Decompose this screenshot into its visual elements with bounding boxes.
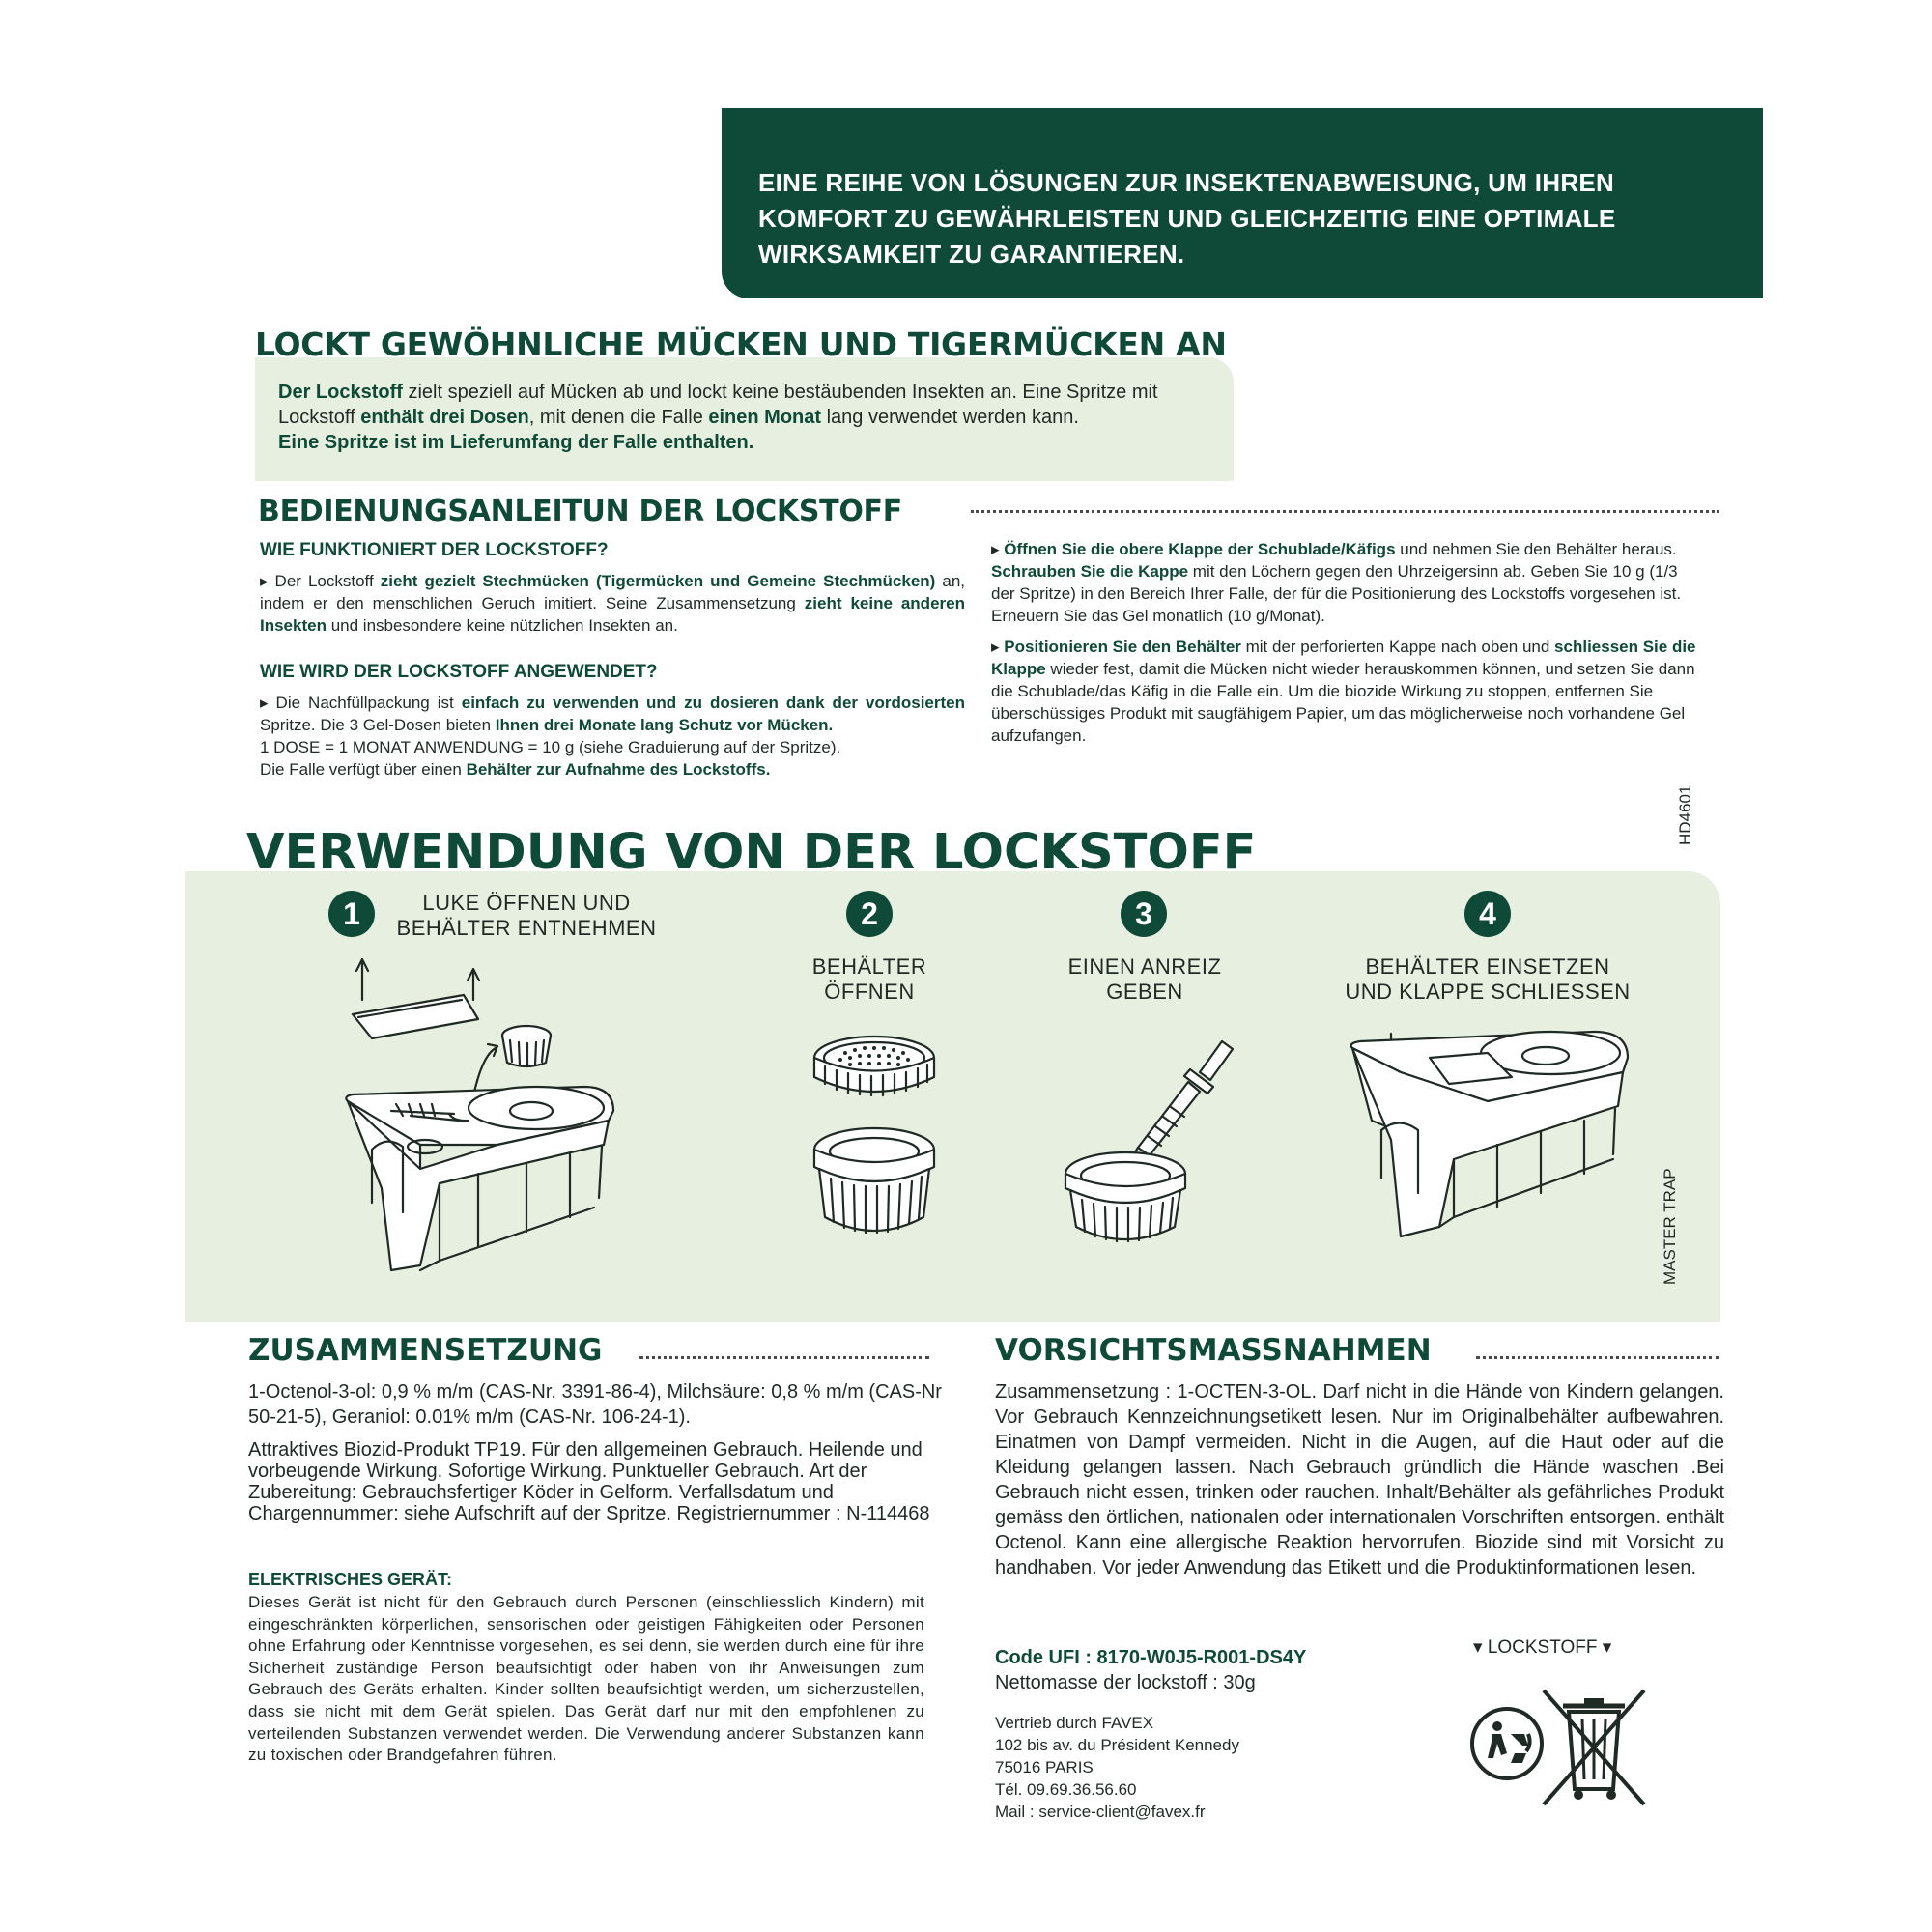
step-2-illustration (802, 1024, 947, 1256)
question-how-applied: WIE WIRD DER LOCKSTOFF ANGEWENDET? (260, 662, 658, 682)
step-1-number: 1 (328, 891, 375, 937)
banner-text: EINE REIHE VON LÖSUNGEN ZUR INSEKTENABWEISUNG, UM IHREN KOMFORT ZU GEWÄHRLEISTEN UND GLEICHZEITIG EINE OPTIMALE WIRKSAMKEIT ZU GARANTIEREN. (758, 168, 1616, 269)
step-3-number: 3 (1121, 891, 1167, 937)
lockstoff-label: ▾ LOCKSTOFF ▾ (1473, 1637, 1612, 1658)
master-trap-label: MASTER TRAP (1661, 1168, 1679, 1285)
precautions-text: Zusammensetzung : 1-OCTEN-3-OL. Darf nicht in die Hände von Kindern gelangen. Vor Gebrauch Kennzeichnungsetikett lesen. Nur im Originalbehälter aufbewahren. Einatmen von Dampf vermeiden. Nicht in die Augen, auf die Haut oder auf die Kleidung gelangen lassen. Nach Gebrauch gründlich die Hände waschen .Bei Gebrauch nicht essen, trinken oder rauchen. Inhalt/Behälter als gefährliches Produkt gemäss den örtlichen, nationalen oder internationalen Vorschriften entsorgen. enthält Octenol. Kann eine allergische Reaktion hervorrufen. Biozide sind mit Vorsicht zu handhaben. Vor jeder Anwendung das Etikett und die Produktinformationen lesen. (995, 1381, 1724, 1578)
composition-details: Attraktives Biozid-Produkt TP19. Für den allgemeinen Gebrauch. Heilende und vorbeugende Wirkung. Sofortige Wirkung. Punktueller Gebrauch. Art der Zubereitung: Gebrauchsfertiger Köder in Gelform. Verfallsdatum und Chargennummer: siehe Aufschrift auf der Spritze. Registriernummer : N-114468 (248, 1439, 930, 1524)
top-banner (722, 108, 1763, 298)
instruction-2: ▸ Positionieren Sie den Behälter mit der perforierten Kappe nach oben und schliessen Sie die Klappe wieder fest, damit die Mücken nicht wieder herauskommen können, und setzen Sie dann die Schublade/das Käfig in die Falle ein. Um die biozide Wirkung zu stoppen, entfernen Sie überschüssiges Produkt mit saugfähigem Papier, um das möglicherweise noch vorhandene Gel aufzufangen. (991, 638, 1696, 745)
step-1-illustration (333, 942, 633, 1304)
step-1-label: LUKE ÖFFNEN UND BEHÄLTER ENTNEHMEN (396, 891, 657, 940)
attract-title: LOCKT GEWÖHNLICHE MÜCKEN UND TIGERMÜCKEN AN (255, 326, 1227, 363)
step-3-illustration (1053, 1034, 1265, 1246)
instruction-1: ▸ Öffnen Sie die obere Klappe der Schublade/Käfigs und nehmen Sie den Behälter heraus. Schrauben Sie die Kappe mit den Löchern gegen den Uhrzeigersinn ab. Geben Sie 10 g (1/3 der Spritze) in den Bereich Ihrer Falle, der für die Positionierung des Lockstoffs vorgesehen ist. Erneuern Sie das Gel monatlich (10 g/Monat). (991, 540, 1682, 625)
answer-how-applied: ▸ Die Nachfüllpackung ist einfach zu verwenden und zu dosieren dank der vordosierten Spritze. Die 3 Gel-Dosen bieten Ihnen drei Monate lang Schutz vor Mücken. 1 DOSE = 1 MONAT ANWENDUNG = 10 g (siehe Graduierung auf der Spritze). Die Falle verfügt über einen Behälter zur Aufnahme des Lockstoffs. (260, 694, 965, 779)
crossed-bin-icon (1536, 1683, 1652, 1808)
electrical-title: ELEKTRISCHES GERÄT: (248, 1570, 453, 1589)
step-4-illustration (1343, 1024, 1642, 1265)
question-how-works: WIE FUNKTIONIERT DER LOCKSTOFF? (260, 540, 609, 560)
electrical-text: Dieses Gerät ist nicht für den Gebrauch durch Personen (einschliesslich Kindern) mit eingeschränkten körperlichen, sensorischen oder geistigen Fähigkeiten oder Personen ohne Erfahrung oder Kenntnisse vorgesehen, es sei denn, sie werden durch eine für ihre Sicherheit zuständige Person beaufsichtigt oder haben von ihr Anweisungen zum Gebrauch des Geräts erhalten. Kinder sollten beaufsichtigt werden, um sicherzustellen, dass sie nicht mit dem Gerät spielen. Das Gerät darf nur mit den empfohlenen zu verteilenden Substanzen verwendet werden. Die Verwendung anderer Substanzen kann zu toxischen oder Brandgefahren führen. (248, 1593, 924, 1765)
distributor-address: Vertrieb durch FAVEX 102 bis av. du Président Kennedy 75016 PARIS Tél. 09.69.36.56.60 Mail : service-client@favex.fr (995, 1714, 1239, 1821)
composition-ingredients: 1-Octenol-3-ol: 0,9 % m/m (CAS-Nr. 3391-86-4), Milchsäure: 0,8 % m/m (CAS-Nr 50-21-5), Geraniol: 0.01% m/m (CAS-Nr. 106-24-1). (248, 1381, 942, 1428)
composition-title: ZUSAMMENSETZUNG (248, 1333, 603, 1368)
step-4-label: BEHÄLTER EINSETZEN UND KLAPPE SCHLIESSEN (1345, 954, 1631, 1004)
title-divider (971, 510, 1719, 513)
attract-box (255, 357, 1234, 481)
step-2-number: 2 (846, 891, 893, 937)
usage-title: VERWENDUNG VON DER LOCKSTOFF (246, 824, 1257, 881)
manual-title: BEDIENUNGSANLEITUN DER LOCKSTOFF (258, 495, 902, 528)
attract-text: Der Lockstoff zielt speziell auf Mücken ab und lockt keine bestäubenden Insekten an. Eine Spritze mit Lockstoff enthält drei Dosen, mit denen die Falle einen Monat lang verwendet werden kann. Eine Spritze ist im Lieferumfang der Falle enthalten. (278, 382, 1158, 453)
product-code: HD4601 (1676, 784, 1694, 845)
recycling-icon (1468, 1705, 1546, 1782)
precautions-title: VORSICHTSMASSNAHMEN (995, 1333, 1432, 1368)
net-weight: Nettomasse der lockstoff : 30g (995, 1672, 1256, 1693)
step-4-number: 4 (1464, 891, 1511, 937)
instructions-right-column (991, 538, 1696, 755)
step-3-label: EINEN ANREIZ GEBEN (1067, 954, 1222, 1004)
answer-how-works: ▸ Der Lockstoff zieht gezielt Stechmücken (Tigermücken und Gemeine Stechmücken) an, indem er den menschlichen Geruch imitiert. Seine Zusammensetzung zieht keine anderen Insekten und insbesondere keine nützlichen Insekten an. (260, 572, 965, 635)
step-2-label: BEHÄLTER ÖFFNEN (811, 954, 927, 1004)
composition-divider (639, 1356, 929, 1359)
precautions-divider (1476, 1356, 1719, 1359)
ufi-code: Code UFI : 8170-W0J5-R001-DS4Y (995, 1647, 1307, 1668)
